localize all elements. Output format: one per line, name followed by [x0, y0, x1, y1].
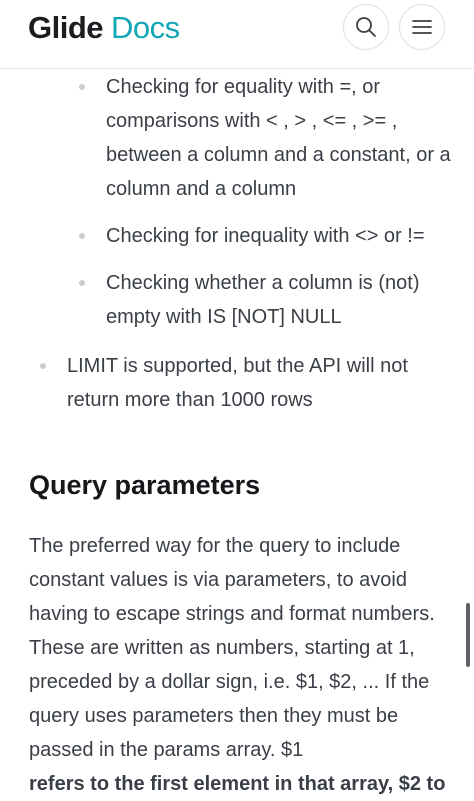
- list-item-text: Checking whether a column is (not) empty with IS [NOT] NULL: [106, 272, 420, 328]
- nested-list-item: [106, 219, 456, 253]
- list-item-text: Checking for equality with =, or comparisons with < , > , <= , >= , between a column and a constant, or a column and a column: [106, 76, 451, 200]
- paragraph-cut-line: refers to the first element in that array, $2 to: [29, 773, 446, 795]
- bullet-marker: [79, 233, 85, 239]
- top-bar: [0, 0, 474, 69]
- nested-list-item: [106, 70, 456, 206]
- search-icon: [355, 16, 377, 38]
- nested-list-item: [106, 266, 456, 334]
- hamburger-menu-icon: [412, 19, 432, 35]
- bullet-marker: [79, 84, 85, 90]
- list-item: [67, 349, 452, 417]
- glide-docs-logo[interactable]: [28, 8, 180, 48]
- list-item-text: Checking for inequality with <> or !=: [106, 225, 425, 247]
- bullet-marker: [40, 363, 46, 369]
- doc-content: [0, 70, 474, 795]
- scrollbar-thumb[interactable]: [466, 603, 470, 667]
- logo-docs-text: Docs: [111, 10, 180, 45]
- logo-glide-text: Glide: [28, 10, 104, 45]
- menu-button[interactable]: [399, 4, 445, 50]
- search-button[interactable]: [343, 4, 389, 50]
- query-parameters-paragraph: The preferred way for the query to include constant values is via parameters, to avoid having to escape strings and format numbers. These are written as numbers, starting at 1, preceded by a dollar sign, i.e. $1, $2, ... If the query uses parameters then they must be passed in the params array. $1: [29, 535, 435, 761]
- bullet-marker: [79, 280, 85, 286]
- list-item-text: LIMIT is supported, but the API will not return more than 1000 rows: [67, 355, 408, 411]
- section-heading-query-parameters: Query parameters: [29, 470, 261, 500]
